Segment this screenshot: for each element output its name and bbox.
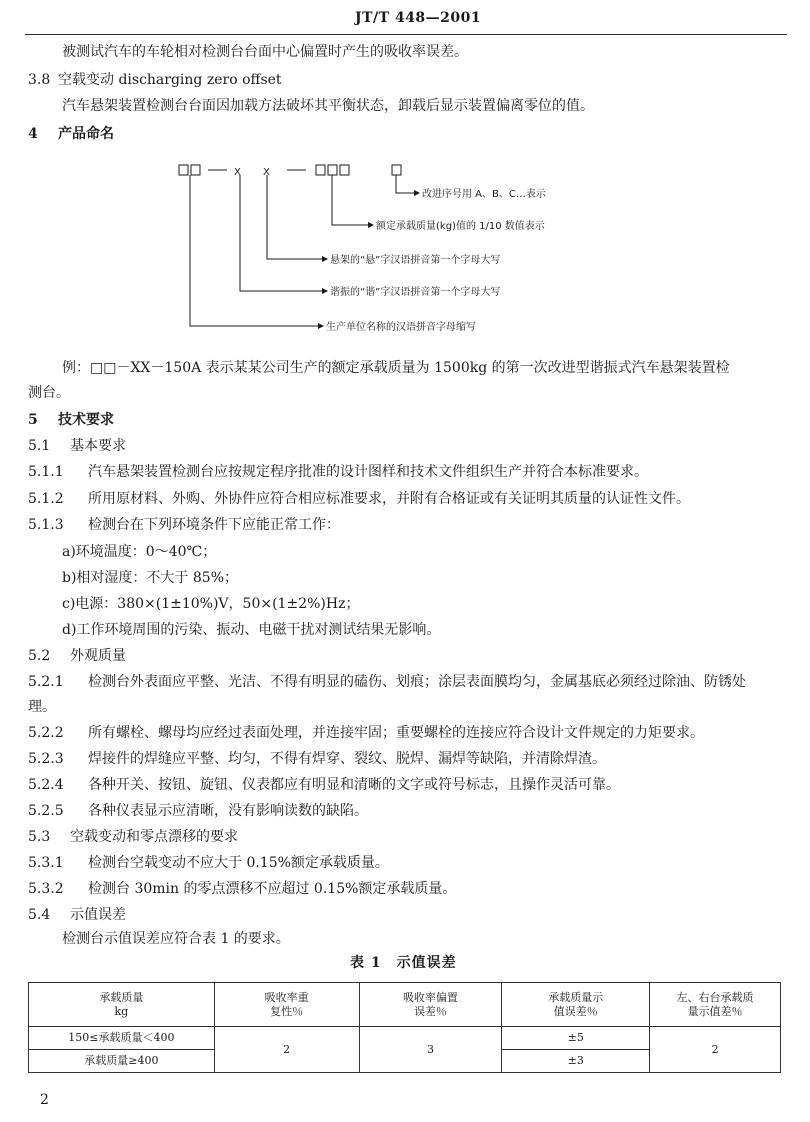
- table-header-row: [29, 983, 781, 1027]
- section-3-8-text: 汽车悬架装置检测台台面因加载方法破坏其平衡状态，卸载后显示装置偏离零位的值。: [62, 98, 594, 114]
- clause-5-1-2: [28, 490, 690, 508]
- table-caption: 表 1 示值误差: [350, 955, 457, 971]
- clause-number: 5.3.1: [28, 855, 64, 871]
- clause-5-2-4: [28, 776, 620, 794]
- arrow-head: [368, 222, 374, 228]
- clause-text: 所用原材料、外购、外协件应符合相应标准要求，并附有合格证或有关证明其质量的认证性文件。: [88, 491, 690, 507]
- section-title: 示值误差: [70, 907, 126, 923]
- env-item-interference: d)工作环境周围的污染、振动、电磁干扰对测试结果无影响。: [62, 622, 441, 638]
- section-number: 5.2: [28, 648, 51, 664]
- section-number: 3.8: [28, 72, 51, 88]
- section-title: 外观质量: [70, 648, 126, 664]
- section-4-heading: [28, 125, 114, 143]
- section-3-8-heading: [28, 71, 282, 89]
- cell-offset-error: 3: [359, 1027, 502, 1073]
- env-item-power: c)电源：380×(1±10%)V，50×(1±2%)Hz；: [62, 596, 360, 612]
- clause-number: 5.2.2: [28, 725, 64, 741]
- header-rule: [25, 34, 787, 35]
- section-5-3-heading: [28, 828, 238, 846]
- env-item-humidity: b)相对湿度：不大于 85%；: [62, 570, 238, 586]
- clause-text: 检测台在下列环境条件下应能正常工作：: [88, 517, 340, 533]
- arrow-head: [322, 256, 328, 262]
- page-number: 2: [40, 1092, 49, 1108]
- label-manufacturer-abbr: 生产单位名称的汉语拼音字母缩写: [326, 322, 476, 333]
- header-cell: 承载质量 kg: [29, 983, 215, 1027]
- section-number: 4: [28, 126, 38, 142]
- label-improvement-no: 改进序号用 A、B、C…表示: [422, 189, 546, 200]
- clause-number: 5.2.3: [28, 751, 64, 767]
- cell-repeatability: 2: [214, 1027, 359, 1073]
- clause-number: 5.1.1: [28, 464, 64, 480]
- leader-line: [240, 175, 322, 291]
- code-letter-x: X: [263, 167, 270, 178]
- label-resonance-letter: 谐振的“谐”字汉语拼音第一个字母大写: [330, 287, 501, 298]
- clause-5-1-1: [28, 463, 648, 481]
- code-box: [191, 165, 200, 175]
- clause-5-3-2: [28, 880, 456, 898]
- header-cell: 承载质量示 值误差％: [502, 983, 650, 1027]
- section-title: 基本要求: [70, 438, 126, 454]
- clause-text: 检测台空载变动不应大于 0.15%额定承载质量。: [88, 855, 389, 871]
- clause-5-1-3: [28, 516, 340, 534]
- code-box: [340, 165, 349, 175]
- section-5-heading: [28, 411, 114, 429]
- leader-line: [267, 175, 322, 259]
- clause-number: 5.2.4: [28, 777, 64, 793]
- clause-5-2-1: [28, 673, 746, 691]
- cell-mass-range: 承载质量≥400: [29, 1050, 215, 1073]
- leader-line: [396, 175, 414, 193]
- section-title: 空载变动和零点漂移的要求: [70, 829, 238, 845]
- section-5-2-heading: [28, 647, 126, 665]
- header-cell: 吸收率重 复性％: [214, 983, 359, 1027]
- section-number: 5.1: [28, 438, 51, 454]
- section-5-4-text: 检测台示值误差应符合表 1 的要求。: [62, 931, 290, 947]
- table-row: [29, 1027, 781, 1050]
- cell-mass-error: ±5: [502, 1027, 650, 1050]
- standard-number: JT/T 448—2001: [355, 10, 482, 26]
- clause-number: 5.2.1: [28, 674, 64, 690]
- section-5-4-heading: [28, 906, 126, 924]
- clause-text: 汽车悬架装置检测台应按规定程序批准的设计图样和技术文件组织生产并符合本标准要求。: [88, 464, 648, 480]
- section-title: 产品命名: [58, 126, 114, 142]
- clause-5-2-1-continuation: 理。: [28, 699, 56, 715]
- clause-text: 检测台 30min 的零点漂移不应超过 0.15%额定承载质量。: [88, 881, 457, 897]
- example-line-2: 测台。: [28, 385, 70, 401]
- clause-number: 5.1.3: [28, 517, 64, 533]
- code-box: [179, 165, 188, 175]
- clause-5-2-3: [28, 750, 606, 768]
- env-item-temperature: a)环境温度：0～40℃；: [62, 544, 217, 560]
- arrow-head: [322, 288, 328, 294]
- header-cell: 吸收率偏置 误差％: [359, 983, 502, 1027]
- section-number: 5.3: [28, 829, 51, 845]
- clause-text: 检测台外表面应平整、光洁、不得有明显的磕伤、划痕；涂层表面膜均匀，金属基底必须经过除油、防锈处: [88, 674, 746, 690]
- cell-lr-difference: 2: [650, 1027, 781, 1073]
- code-box: [328, 165, 337, 175]
- label-suspension-letter: 悬架的“悬”字汉语拼音第一个字母大写: [330, 255, 501, 266]
- code-letter-x: X: [234, 167, 241, 178]
- product-naming-diagram: [170, 158, 630, 343]
- example-line-1: 例：□□－XX－150A 表示某某公司生产的额定承载质量为 1500kg 的第一次改进型谐振式汽车悬架装置检: [62, 360, 730, 376]
- leader-line: [332, 175, 368, 225]
- cell-mass-error: ±3: [502, 1050, 650, 1073]
- clause-5-2-2: [28, 724, 704, 742]
- clause-5-2-5: [28, 802, 368, 820]
- clause-text: 各种仪表显示应清晰，没有影响读数的缺陷。: [88, 803, 368, 819]
- leader-line: [190, 175, 318, 326]
- clause-number: 5.2.5: [28, 803, 64, 819]
- label-rated-mass: 额定承载质量(kg)值的 1/10 数值表示: [376, 221, 545, 232]
- section-number: 5.4: [28, 907, 51, 923]
- clause-text: 所有螺栓、螺母均应经过表面处理，并连接牢固；重要螺栓的连接应符合设计文件规定的力矩要求。: [88, 725, 704, 741]
- arrow-head: [414, 190, 420, 196]
- section-number: 5: [28, 412, 38, 428]
- arrow-head: [318, 323, 324, 329]
- code-box: [316, 165, 325, 175]
- section-3-7-continuation: 被测试汽车的车轮相对检测台台面中心偏置时产生的吸收率误差。: [62, 44, 468, 60]
- indication-error-table: [28, 982, 781, 1073]
- clause-number: 5.3.2: [28, 881, 64, 897]
- cell-mass-range: 150≤承载质量＜400: [29, 1027, 215, 1050]
- clause-number: 5.1.2: [28, 491, 64, 507]
- clause-text: 各种开关、按钮、旋钮、仪表都应有明显和清晰的文字或符号标志，且操作灵活可靠。: [88, 777, 620, 793]
- code-box: [392, 165, 401, 175]
- section-5-1-heading: [28, 437, 126, 455]
- header-cell: 左、右台承载质 量示值差％: [650, 983, 781, 1027]
- section-title: 空载变动 discharging zero offset: [58, 72, 282, 88]
- clause-5-3-1: [28, 854, 389, 872]
- section-title: 技术要求: [58, 412, 114, 428]
- clause-text: 焊接件的焊缝应平整、均匀，不得有焊穿、裂纹、脱焊、漏焊等缺陷，并清除焊渣。: [88, 751, 606, 767]
